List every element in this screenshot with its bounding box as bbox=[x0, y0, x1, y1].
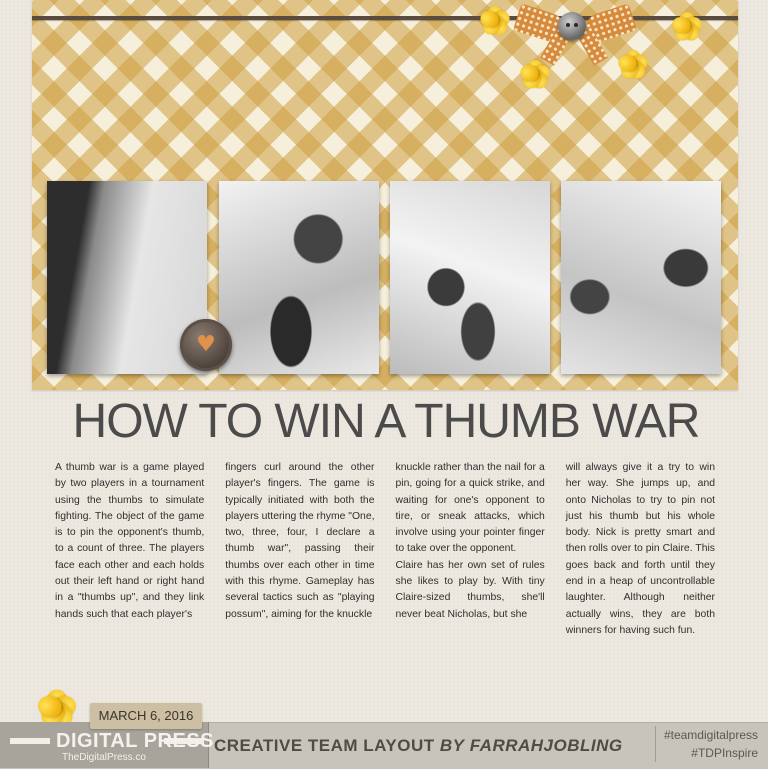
page-title: HOW TO WIN A THUMB WAR bbox=[72, 395, 700, 448]
credit-by: BY bbox=[439, 736, 465, 755]
flower-icon bbox=[480, 6, 510, 36]
hashtag-teamdigitalpress[interactable]: #teamdigitalpress bbox=[663, 728, 758, 742]
hashtags bbox=[655, 726, 758, 762]
bow-button bbox=[558, 12, 586, 40]
text-column-2: fingers curl around the other player's fingers. The game is typically initiated with both the players uttering the rhyme "One, two, three, four, I declare a thumb war", passing their thumbs over each other in time with this rhyme. Gameplay has several tactics such as "playing possum", aiming for the knuckle bbox=[225, 462, 375, 620]
photo-girl-smiling bbox=[219, 181, 379, 374]
photo-kids-rolling bbox=[561, 181, 721, 374]
date-tag: MARCH 6, 2016 bbox=[90, 703, 202, 729]
text-column-3: knuckle rather than the nail for a pin, going for a quick strike, and waiting for one's opponent to tire, or sneak attacks, which involve using your pointer finger to take over the opponent. Claire has her own set of rules she likes to play by. With tiny Claire-sized thumbs, she'll never beat Nicholas, but she bbox=[395, 462, 545, 620]
brand-url[interactable]: TheDigitalPress.co bbox=[62, 752, 146, 763]
heart-button-embellishment bbox=[180, 319, 232, 371]
photo-kids-wrestling bbox=[390, 181, 550, 374]
text-column-1: A thumb war is a game played by two players in a tournament using the thumbs to simulate fighting. The object of the game is to pin the opponent's thumb, to a count of three. The players face each other and each holds out their left hand or right hand in a "thumbs up", and they link hands such that each player's bbox=[55, 462, 205, 620]
hashtag-tdpinspire[interactable]: #TDPInspire bbox=[691, 746, 758, 760]
flower-icon bbox=[672, 12, 702, 42]
creative-team-credit bbox=[214, 736, 623, 756]
author-name: FARRAHJOBLING bbox=[469, 736, 623, 755]
layout-label: CREATIVE TEAM LAYOUT bbox=[214, 736, 435, 755]
stripe-decoration bbox=[10, 738, 50, 744]
flower-icon bbox=[520, 60, 550, 90]
brand-logo: DIGITAL PRESS bbox=[56, 730, 215, 752]
flower-icon bbox=[618, 50, 648, 80]
text-column-4: will always give it a try to win her way. She jumps up, and onto Nicholas to try to pin not just his thumb but his whole body. Nick is pretty smart and then rolls over to pin Claire. This goes back and forth until they end in a heap of uncontrollable laughter. Although neither actually wins, they are both winners for having such fun. bbox=[565, 462, 715, 636]
journal-text bbox=[55, 460, 715, 650]
heart-icon: ♥ bbox=[196, 332, 216, 357]
